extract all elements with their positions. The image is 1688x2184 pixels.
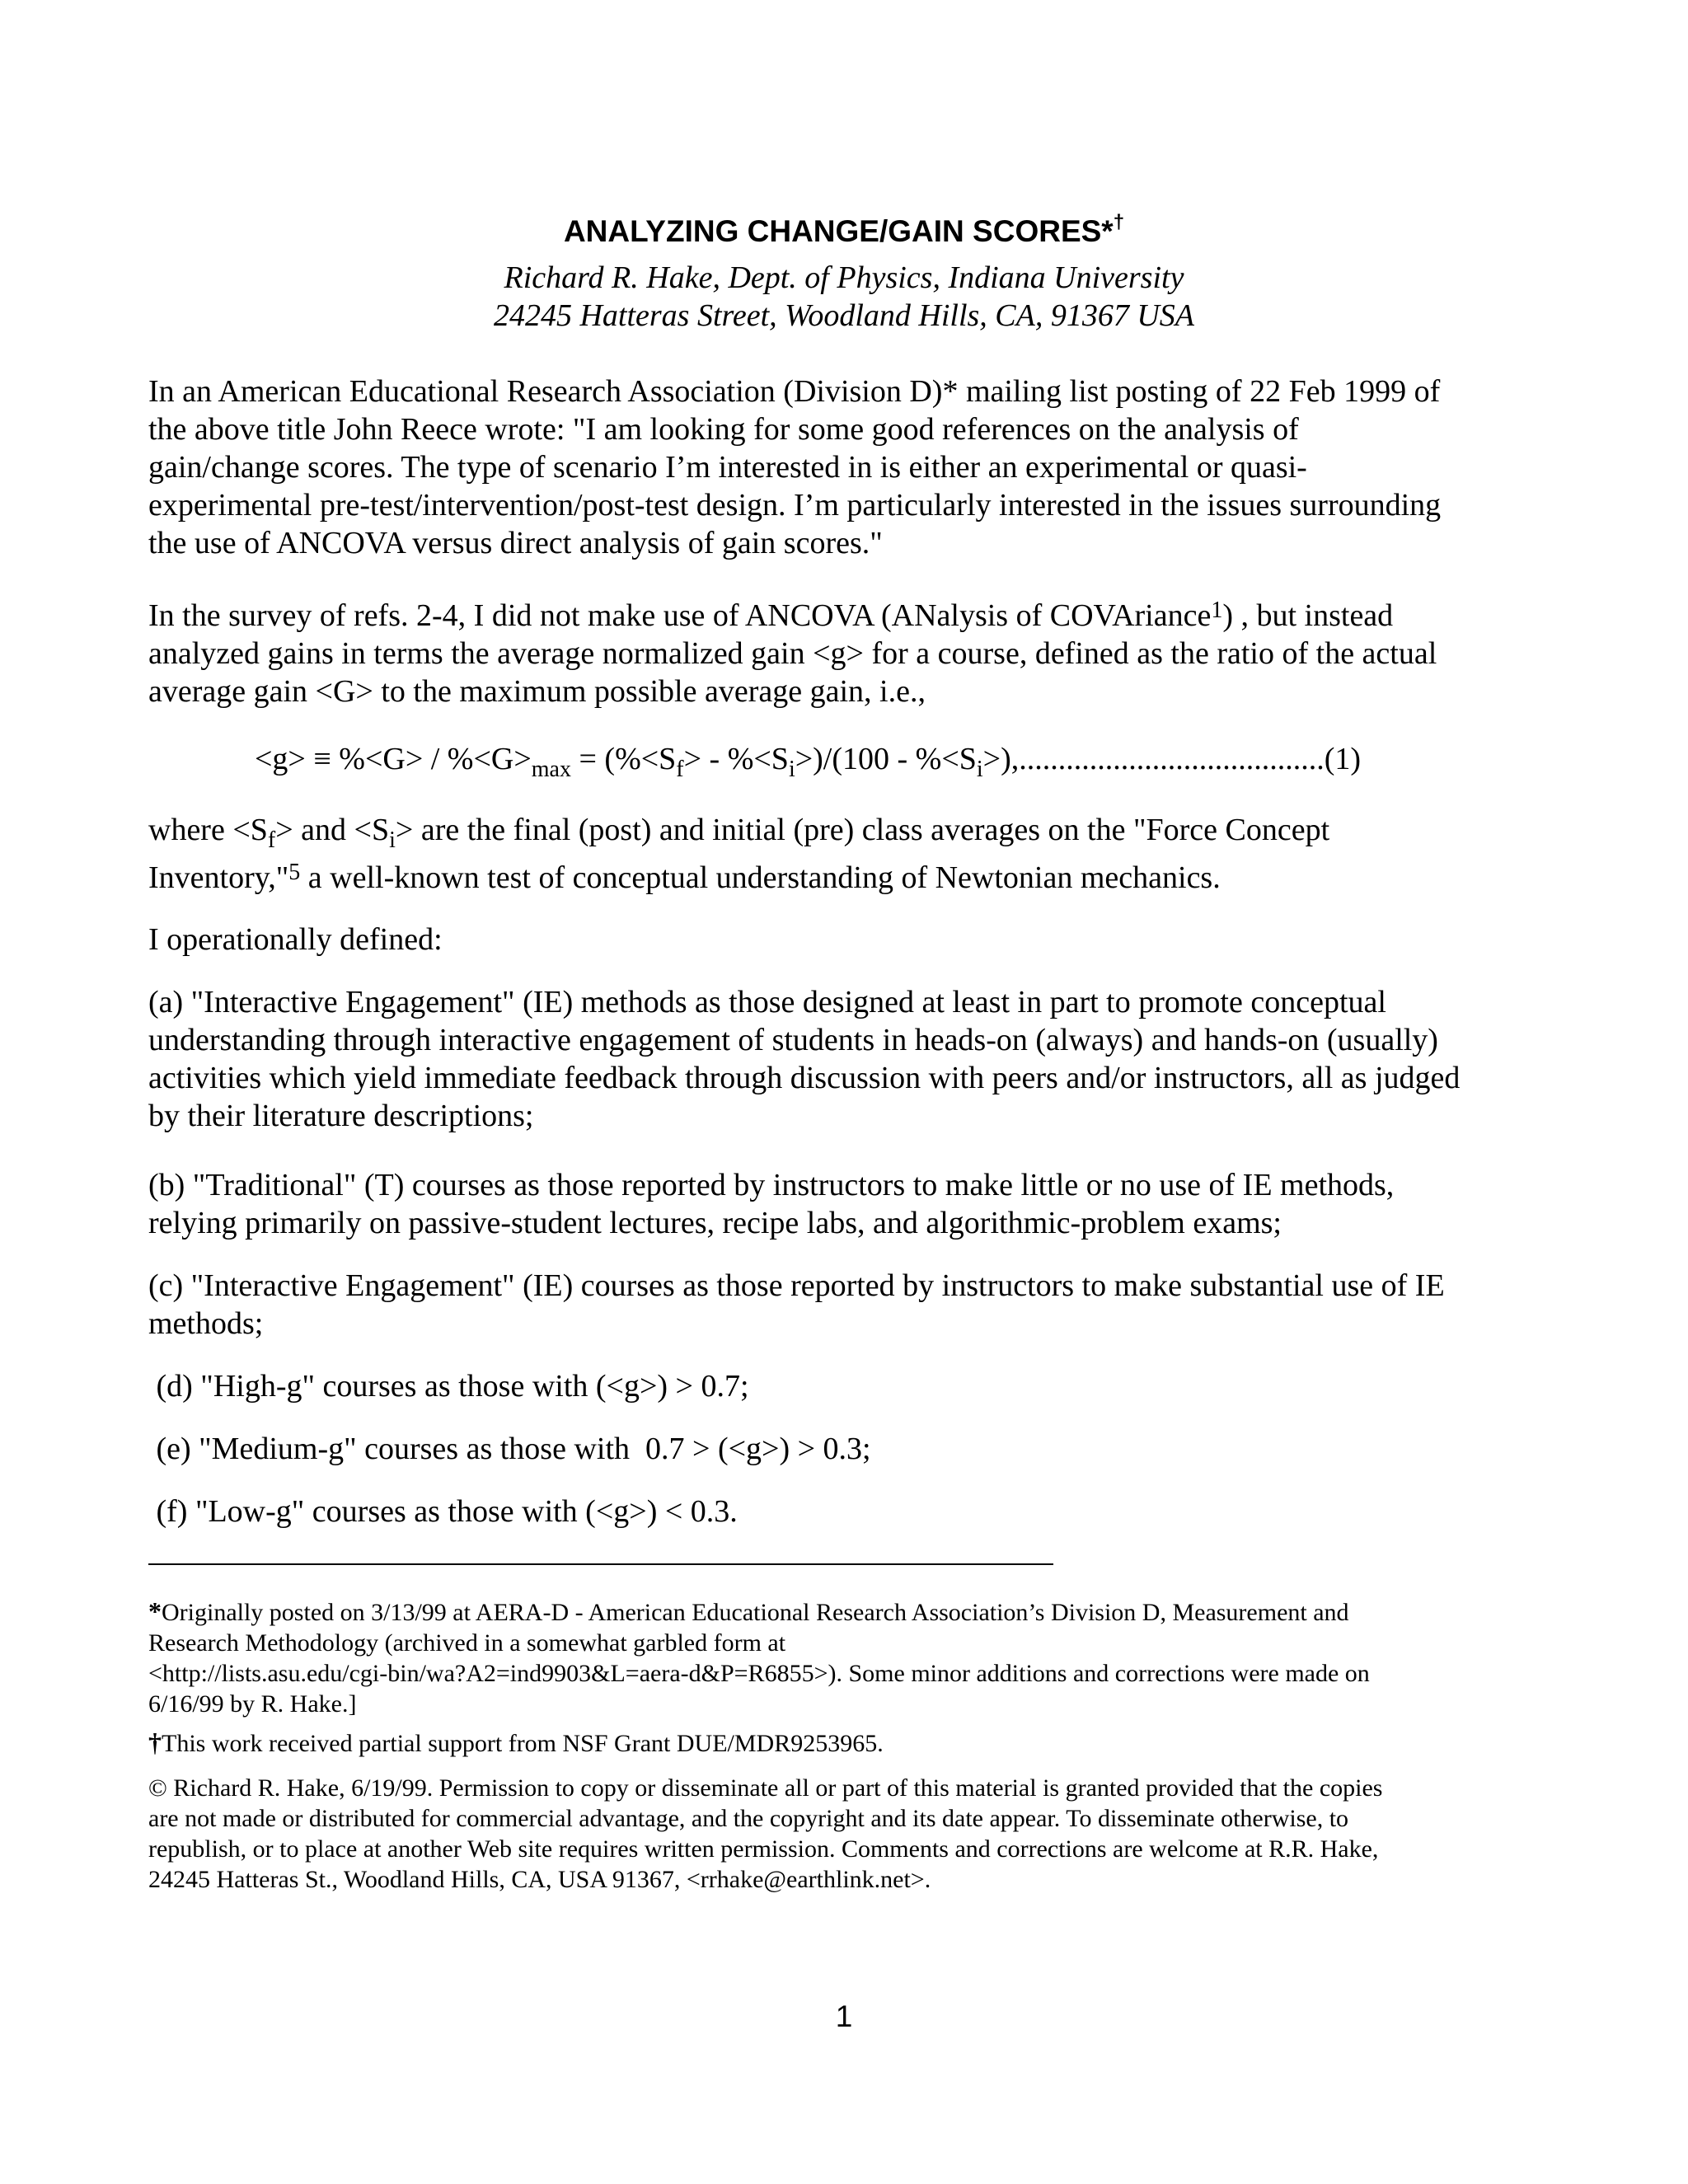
text-line: (f) "Low-g" courses as those with (<g>) < 0.3. <box>148 1494 738 1529</box>
text-line: (a) "Interactive Engagement" (IE) methods as those designed at least in part to promote conceptual <box>148 985 1386 1019</box>
subscript: f <box>676 757 684 782</box>
copyright-notice <box>148 1773 1550 1895</box>
text-line: understanding through interactive engagement of students in heads-on (always) and hands-on (usually) <box>148 1023 1438 1057</box>
title-dagger-mark: † <box>1113 211 1125 233</box>
text-span: Originally posted on 3/13/99 at AERA-D - American Educational Research Association’s Division D, Measurement and <box>162 1599 1349 1626</box>
equation-part: > - %<S <box>683 742 789 776</box>
reference-superscript: 1 <box>1211 598 1223 623</box>
text-span: a well-known test of conceptual understanding of Newtonian mechanics. <box>300 860 1221 895</box>
text-line <box>148 1727 1550 1759</box>
document-title <box>0 211 1688 248</box>
text-line: are not made or distributed for commercial advantage, and the copyright and its date appear. To disseminate otherwise, to <box>148 1805 1349 1832</box>
text-line: by their literature descriptions; <box>148 1099 534 1133</box>
survey-paragraph <box>148 597 1550 710</box>
text-line: Research Methodology (archived in a somewhat garbled form at <box>148 1629 786 1657</box>
list-item-b <box>148 1166 1550 1242</box>
text-line: © Richard R. Hake, 6/19/99. Permission to copy or disseminate all or part of this material is granted provided that the copies <box>148 1774 1383 1802</box>
subscript: i <box>788 757 795 782</box>
title-text: ANALYZING CHANGE/GAIN SCORES* <box>563 214 1114 248</box>
subscript: i <box>389 827 396 853</box>
text-line: average gain <G> to the maximum possible average gain, i.e., <box>148 674 926 709</box>
normalized-gain-equation <box>255 740 1362 782</box>
text-line: (e) "Medium-g" courses as those with 0.7 > (<g>) > 0.3; <box>148 1432 871 1466</box>
list-item-c <box>148 1267 1550 1343</box>
text-line <box>148 597 1550 635</box>
text-span: > and <S <box>275 813 390 847</box>
subscript: max <box>531 757 571 782</box>
text-line: the use of ANCOVA versus direct analysis of gain scores." <box>148 526 883 560</box>
text-span: where <S <box>148 813 268 847</box>
equation-part: = (%<S <box>570 742 677 776</box>
text-line: 24245 Hatteras St., Woodland Hills, CA, USA 91367, <rrhake@earthlink.net>. <box>148 1866 931 1893</box>
author-address: 24245 Hatteras Street, Woodland Hills, CA, 91367 USA <box>493 298 1195 333</box>
text-line: In an American Educational Research Association (Division D)* mailing list posting of 22 Feb 1999 of <box>148 374 1441 409</box>
text-line <box>148 806 1550 854</box>
list-item-f <box>148 1493 1550 1530</box>
author-line <box>0 262 1688 293</box>
text-line: the above title John Reece wrote: "I am looking for some good references on the analysis of <box>148 412 1299 447</box>
list-item-a <box>148 983 1550 1135</box>
footnote-mark: * <box>148 1596 162 1626</box>
list-item-d <box>148 1367 1550 1405</box>
reference-superscript: 5 <box>288 860 301 885</box>
text-span: ) , but instead <box>1222 598 1394 633</box>
text-line: methods; <box>148 1306 264 1341</box>
text-line: <http://lists.asu.edu/cgi-bin/wa?A2=ind9903&L=aera-d&P=R6855>). Some minor additions and corrections were made on <box>148 1660 1370 1687</box>
text-span: This work received partial support from NSF Grant DUE/MDR9253965. <box>162 1730 884 1757</box>
footnote-divider <box>148 1563 1053 1565</box>
footnote-dagger <box>148 1727 1550 1759</box>
text-line: republish, or to place at another Web site requires written permission. Comments and corrections are welcome at R.R. Hake, <box>148 1835 1379 1863</box>
definition-paragraph <box>148 806 1550 902</box>
operational-intro <box>148 921 1550 958</box>
text-line: (c) "Interactive Engagement" (IE) courses as those reported by instructors to make substantial use of IE <box>148 1268 1445 1303</box>
text-line: (d) "High-g" courses as those with (<g>) > 0.7; <box>148 1369 749 1404</box>
intro-paragraph <box>148 373 1550 562</box>
subscript: i <box>976 757 983 782</box>
text-span: > are the final (post) and initial (pre) class averages on the "Force Concept <box>395 813 1330 847</box>
page-number: 1 <box>835 1999 853 2033</box>
equation-part: >),.......................................(1) <box>982 742 1362 776</box>
text-line: analyzed gains in terms the average normalized gain <g> for a course, defined as the ratio of the actual <box>148 636 1437 671</box>
text-line: activities which yield immediate feedback through discussion with peers and/or instructors, all as judged <box>148 1061 1461 1095</box>
text-span: Inventory," <box>148 860 289 895</box>
text-line: gain/change scores. The type of scenario I’m interested in is either an experimental or quasi- <box>148 450 1307 485</box>
text-line <box>148 854 1550 902</box>
list-item-e <box>148 1430 1550 1468</box>
text-line: (b) "Traditional" (T) courses as those reported by instructors to make little or no use of IE methods, <box>148 1168 1395 1202</box>
equation-part: >)/(100 - %<S <box>795 742 977 776</box>
text-line: experimental pre-test/intervention/post-test design. I’m particularly interested in the issues surrounding <box>148 488 1442 523</box>
equation-part: <g> ≡ %<G> / %<G> <box>255 742 532 776</box>
text-line: relying primarily on passive-student lectures, recipe labs, and algorithmic-problem exams; <box>148 1206 1282 1240</box>
author-affiliation: , Dept. of Physics, Indiana University <box>712 260 1184 295</box>
text-span: In the survey of refs. 2-4, I did not make use of ANCOVA (ANalysis of COVAriance <box>148 598 1212 633</box>
footnote-mark: † <box>148 1727 162 1757</box>
subscript: f <box>267 827 276 853</box>
text-line: 6/16/99 by R. Hake.] <box>148 1690 357 1718</box>
author-name: Richard R. Hake <box>504 260 713 295</box>
footnote-star <box>148 1596 1550 1719</box>
text-line <box>148 1596 1550 1628</box>
text-line: I operationally defined: <box>148 922 443 957</box>
